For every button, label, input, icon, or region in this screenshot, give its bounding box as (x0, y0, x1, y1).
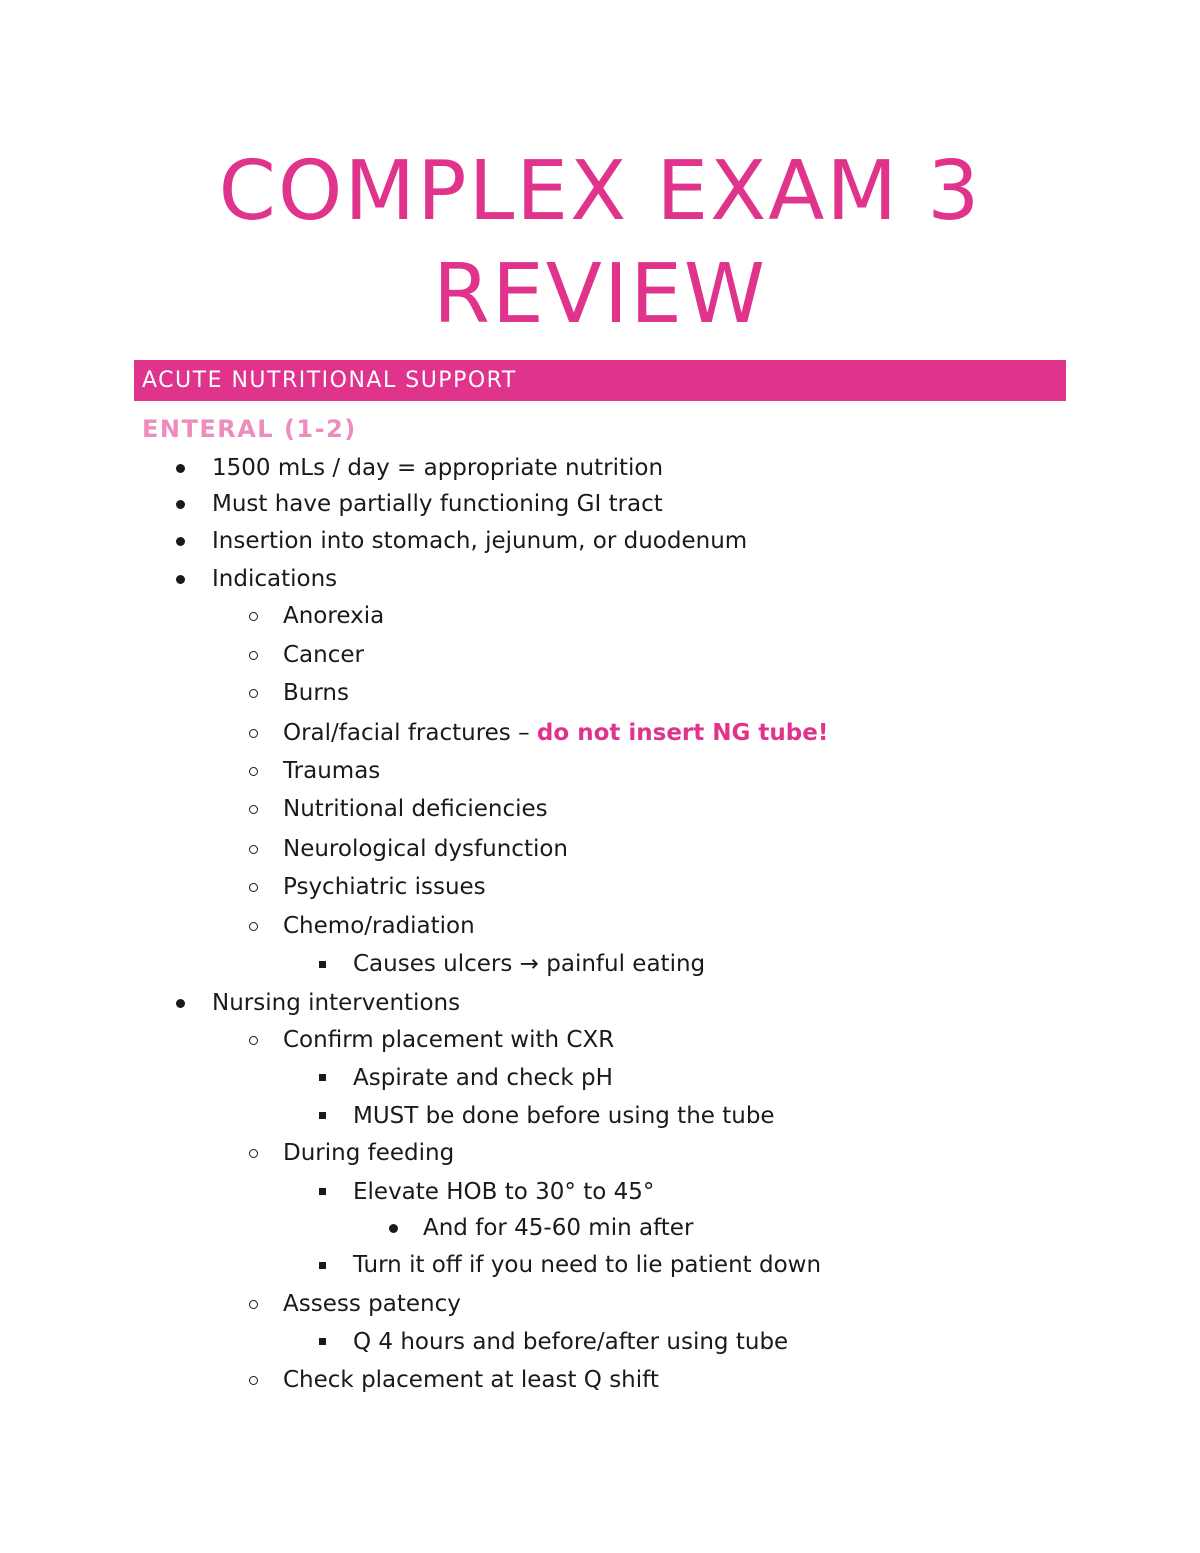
list-item: Traumas (283, 758, 381, 784)
bullet-circle-icon (249, 1149, 258, 1158)
list-item: Q 4 hours and before/after using tube (353, 1329, 789, 1355)
list-item: Insertion into stomach, jejunum, or duodenum (212, 528, 748, 554)
bullet-circle-icon (249, 805, 258, 814)
bullet-circle-icon (249, 729, 258, 738)
bullet-dot-icon (176, 464, 185, 473)
list-item: MUST be done before using the tube (353, 1103, 775, 1129)
item-text: painful eating (538, 951, 706, 977)
bullet-square-icon (319, 1338, 326, 1345)
bullet-dot-icon (389, 1224, 398, 1233)
list-item: Nutritional deficiencies (283, 796, 548, 822)
arrow-right-icon: → (519, 951, 539, 977)
list-item: Confirm placement with CXR (283, 1027, 615, 1053)
page-title (0, 140, 1200, 346)
list-item (283, 718, 828, 748)
bullet-square-icon (319, 1262, 326, 1269)
title-line-2: REVIEW (433, 247, 767, 342)
bullet-circle-icon (249, 651, 258, 660)
bullet-circle-icon (249, 883, 258, 892)
warning-text: do not insert NG tube! (536, 720, 829, 746)
bullet-dot-icon (176, 537, 185, 546)
bullet-square-icon (319, 1074, 326, 1081)
bullet-circle-icon (249, 845, 258, 854)
list-item (353, 949, 705, 979)
list-item: Assess patency (283, 1291, 461, 1317)
list-item: Cancer (283, 642, 364, 668)
list-item: Chemo/radiation (283, 913, 475, 939)
bullet-square-icon (319, 1112, 326, 1119)
section-banner: ACUTE NUTRITIONAL SUPPORT (134, 360, 1066, 401)
item-text: Oral/facial fractures – (283, 720, 537, 746)
bullet-circle-icon (249, 1300, 258, 1309)
bullet-circle-icon (249, 1036, 258, 1045)
list-item: Must have partially functioning GI tract (212, 491, 663, 517)
item-text: Causes ulcers (353, 951, 520, 977)
bullet-circle-icon (249, 767, 258, 776)
list-item: Elevate HOB to 30° to 45° (353, 1179, 655, 1205)
bullet-circle-icon (249, 612, 258, 621)
bullet-circle-icon (249, 1376, 258, 1385)
bullet-dot-icon (176, 500, 185, 509)
bullet-dot-icon (176, 999, 185, 1008)
bullet-square-icon (319, 1188, 326, 1195)
bullet-dot-icon (176, 575, 185, 584)
list-item: Aspirate and check pH (353, 1065, 613, 1091)
title-line-1: COMPLEX EXAM 3 (218, 144, 982, 239)
list-item: Neurological dysfunction (283, 836, 568, 862)
list-item: Check placement at least Q shift (283, 1367, 659, 1393)
list-item: 1500 mLs / day = appropriate nutrition (212, 455, 664, 481)
list-item: Anorexia (283, 603, 385, 629)
list-item: Nursing interventions (212, 990, 461, 1016)
list-item: Burns (283, 680, 349, 706)
list-item: And for 45-60 min after (423, 1215, 694, 1241)
bullet-circle-icon (249, 922, 258, 931)
bullet-circle-icon (249, 689, 258, 698)
list-item: Psychiatric issues (283, 874, 486, 900)
list-item: Indications (212, 566, 338, 592)
list-item: Turn it off if you need to lie patient down (353, 1252, 822, 1278)
section-subheading: ENTERAL (1-2) (142, 415, 357, 443)
list-item: During feeding (283, 1140, 455, 1166)
bullet-square-icon (319, 961, 326, 968)
